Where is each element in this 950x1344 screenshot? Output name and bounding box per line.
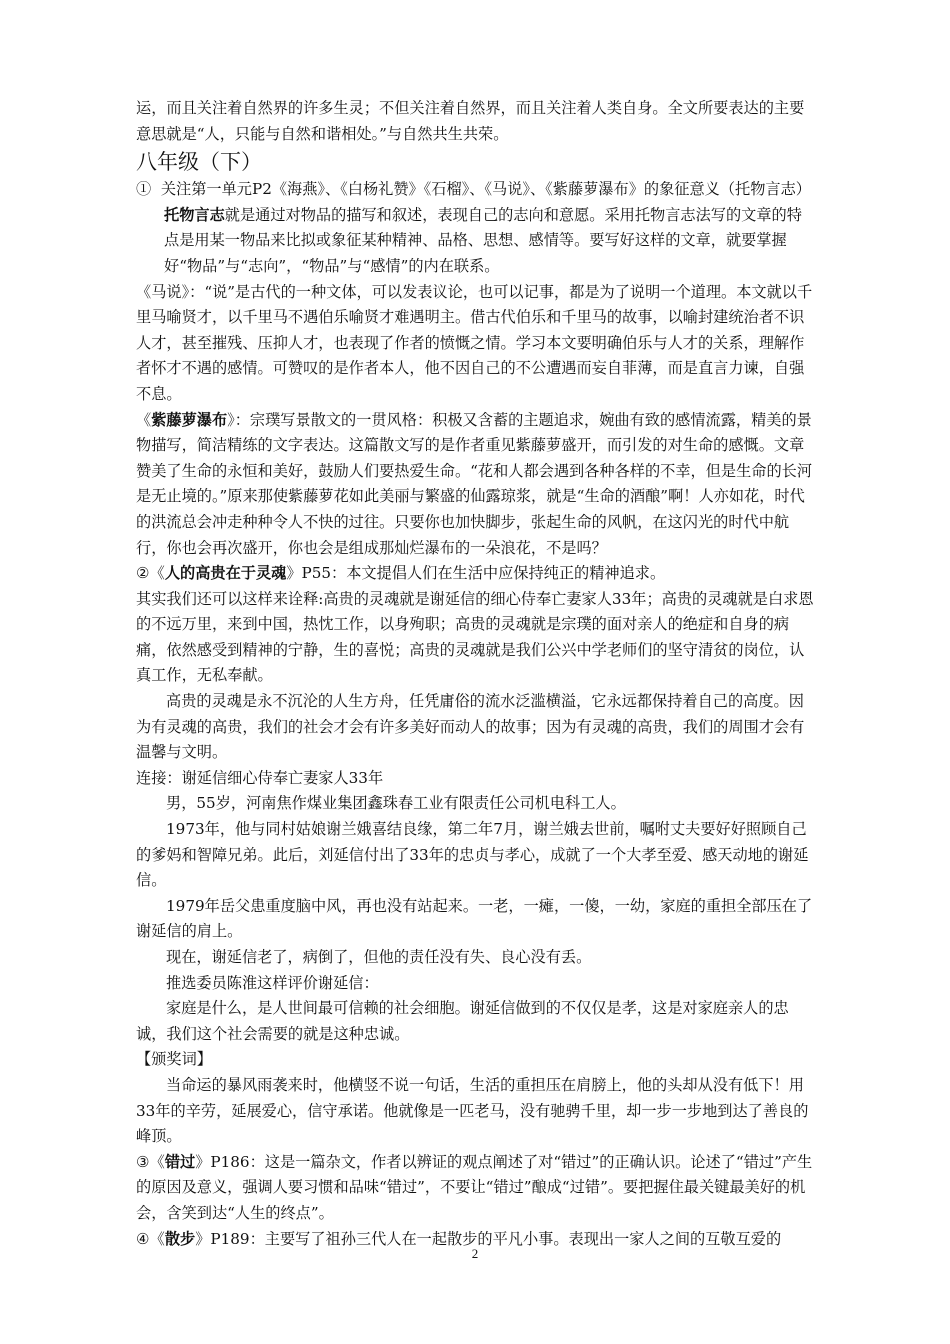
item1-bold-term: 托物言志 bbox=[164, 205, 225, 224]
item4-title: 散步 bbox=[164, 1229, 196, 1248]
mashuo-paragraph bbox=[136, 280, 816, 408]
man-paragraph: 男，55岁，河南焦作煤业集团鑫珠春工业有限责任公司机电科工人。 bbox=[166, 794, 626, 813]
mashuo-text: ：“说”是古代的一种文体，可以发表议论，也可以记事，都是为了说明一个道理。本文就以千里马喻贤才，以千里马不遇伯乐喻贤才难遇明主。借古代伯乐和千里马的故事，以喻封建统治者不识人才，甚至摧残、压抑人才，也表现了作者的愤慨之情。学习本文要明确伯乐与人才的关系，理解作者怀才不遇的感情。可赞叹的是作者本人，他不因自己的不公遭遇而妄自菲薄，而是直言力谏，自强不息。 bbox=[136, 282, 813, 403]
link-line: 连接：谢延信细心侍奉亡妻家人33年 bbox=[136, 768, 384, 787]
item4-text: 》P189：主要写了祖孙三代人在一起散步的平凡小事。表现出一家人之间的互敬互爱的 bbox=[195, 1229, 782, 1248]
item1-text-a: 关注第一单元P2《海燕》、《白杨礼赞》《石榴》、《马说》、《紫藤萝瀑布》的象征意义（托物言志） bbox=[160, 180, 811, 199]
soul-paragraph-1: 其实我们还可以这样来诠释:高贵的灵魂就是谢延信的细心侍奉亡妻家人33年；高贵的灵魂就是白求恩的不远万里，来到中国，热忱工作，以身殉职；高贵的灵魂就是宗璞的面对亲人的绝症和自身的病痛，依然感受到精神的宁静，生的喜悦；高贵的灵魂就是我们公兴中学老师们的坚守清贫的岗位，认真工作，无私奉献。 bbox=[136, 589, 814, 685]
item2-paragraph bbox=[136, 561, 816, 587]
judge-paragraph: 推选委员陈淮这样评价谢延信： bbox=[166, 973, 379, 992]
item1-marker: ① bbox=[136, 180, 152, 199]
award-paragraph: 当命运的暴风雨袭来时，他横竖不说一句话，生活的重担压在肩膀上，他的头却从没有低下！用33年的辛劳，延展爱心，信守承诺。他就像是一匹老马，没有驰骋千里，却一步一步地到达了善良的峰顶。 bbox=[136, 1075, 809, 1146]
item3-text: 》P186：这是一篇杂文，作者以辨证的观点阐述了对“错过”的正确认识。论述了“错过”产生的原因及意义，强调人要习惯和品味“错过”，不要让“错过”酿成“过错”。要把握住最关键最美好的机会，含笑到达“人生的终点”。 bbox=[136, 1152, 813, 1222]
mashuo-title: 《马说》 bbox=[136, 282, 190, 301]
section-heading: 八年级（下） bbox=[136, 150, 262, 175]
page-number: 2 bbox=[471, 1246, 479, 1261]
soul-paragraph-2: 高贵的灵魂是永不沉沦的人生方舟，任凭庸俗的流水泛滥横溢，它永远都保持着自己的高度。因为有灵魂的高贵，我们的社会才会有许多美好而动人的故事；因为有灵魂的高贵，我们的周围才会有温馨与文明。 bbox=[136, 692, 805, 762]
item3-title: 错过 bbox=[164, 1152, 196, 1171]
award-heading: 【颁奖词】 bbox=[136, 1050, 212, 1069]
item3-marker: ③《 bbox=[136, 1152, 165, 1171]
ziteng-paragraph bbox=[136, 408, 816, 562]
paragraph-1973: 1973年，他与同村姑娘谢兰娥喜结良缘，第二年7月，谢兰娥去世前，嘱咐丈夫要好好照顾自己的爹妈和智障兄弟。此后，刘延信付出了33年的忠贞与孝心，成就了一个大孝至爱、感天动地的谢延信。 bbox=[136, 820, 809, 890]
item2-title: 人的高贵在于灵魂 bbox=[164, 564, 287, 583]
item2-marker: ②《 bbox=[136, 564, 165, 583]
ziteng-close: 》 bbox=[227, 410, 235, 429]
item3-paragraph bbox=[136, 1150, 816, 1227]
family-paragraph: 家庭是什么，是人世间最可信赖的社会细胞。谢延信做到的不仅仅是孝，这是对家庭亲人的忠诚，我们这个社会需要的就是这种忠诚。 bbox=[136, 999, 789, 1043]
ziteng-text: ：宗璞写景散文的一贯风格：积极又含蓄的主题追求，婉曲有致的感情流露，精美的景物描写，简洁精练的文字表达。这篇散文写的是作者重见紫藤萝盛开，而引发的对生命的感慨。文章赞美了生命的永恒和美好，鼓励人们要热爱生命。“花和人都会遇到各种各样的不幸，但是生命的长河是无止境的。”原来那使紫藤萝花如此美丽与繁盛的仙露琼浆，就是“生命的酒酿”啊！人亦如花，时代的洪流总会冲走种种令人不快的过往。只要你也加快脚步，张起生命的风帆，在这闪光的时代中航行，你也会再次盛开，你也会是组成那灿烂瀑布的一朵浪花，不是吗？ bbox=[136, 410, 813, 557]
intro-paragraph: 运，而且关注着自然界的许多生灵；不但关注着自然界，而且关注着人类自身。全文所要表达的主要意思就是“人，只能与自然和谐相处。”与自然共生共荣。 bbox=[136, 99, 805, 143]
item1-text-b: 就是通过对物品的描写和叙述，表现自己的志向和意愿。采用托物言志法写的文章的特点是用某一物品来比拟或象征某种精神、品格、思想、感情等。要写好这样的文章，就要掌握好“物品”与“志向”，“物品”与“感情”的内在联系。 bbox=[164, 205, 802, 275]
document-page bbox=[136, 96, 816, 1252]
paragraph-1979: 1979年岳父患重度脑中风，再也没有站起来。一老，一瘫，一傻，一幼，家庭的重担全部压在了谢延信的肩上。 bbox=[136, 896, 813, 941]
ziteng-open: 《 bbox=[136, 410, 152, 429]
item2-text: 》P55：本文提倡人们在生活中应保持纯正的精神追求。 bbox=[286, 564, 666, 583]
item4-marker: ④《 bbox=[136, 1229, 165, 1248]
now-paragraph: 现在，谢延信老了，病倒了，但他的责任没有失、良心没有丢。 bbox=[166, 948, 592, 966]
ziteng-title: 紫藤萝瀑布 bbox=[151, 410, 228, 429]
item1-paragraph bbox=[136, 177, 816, 279]
